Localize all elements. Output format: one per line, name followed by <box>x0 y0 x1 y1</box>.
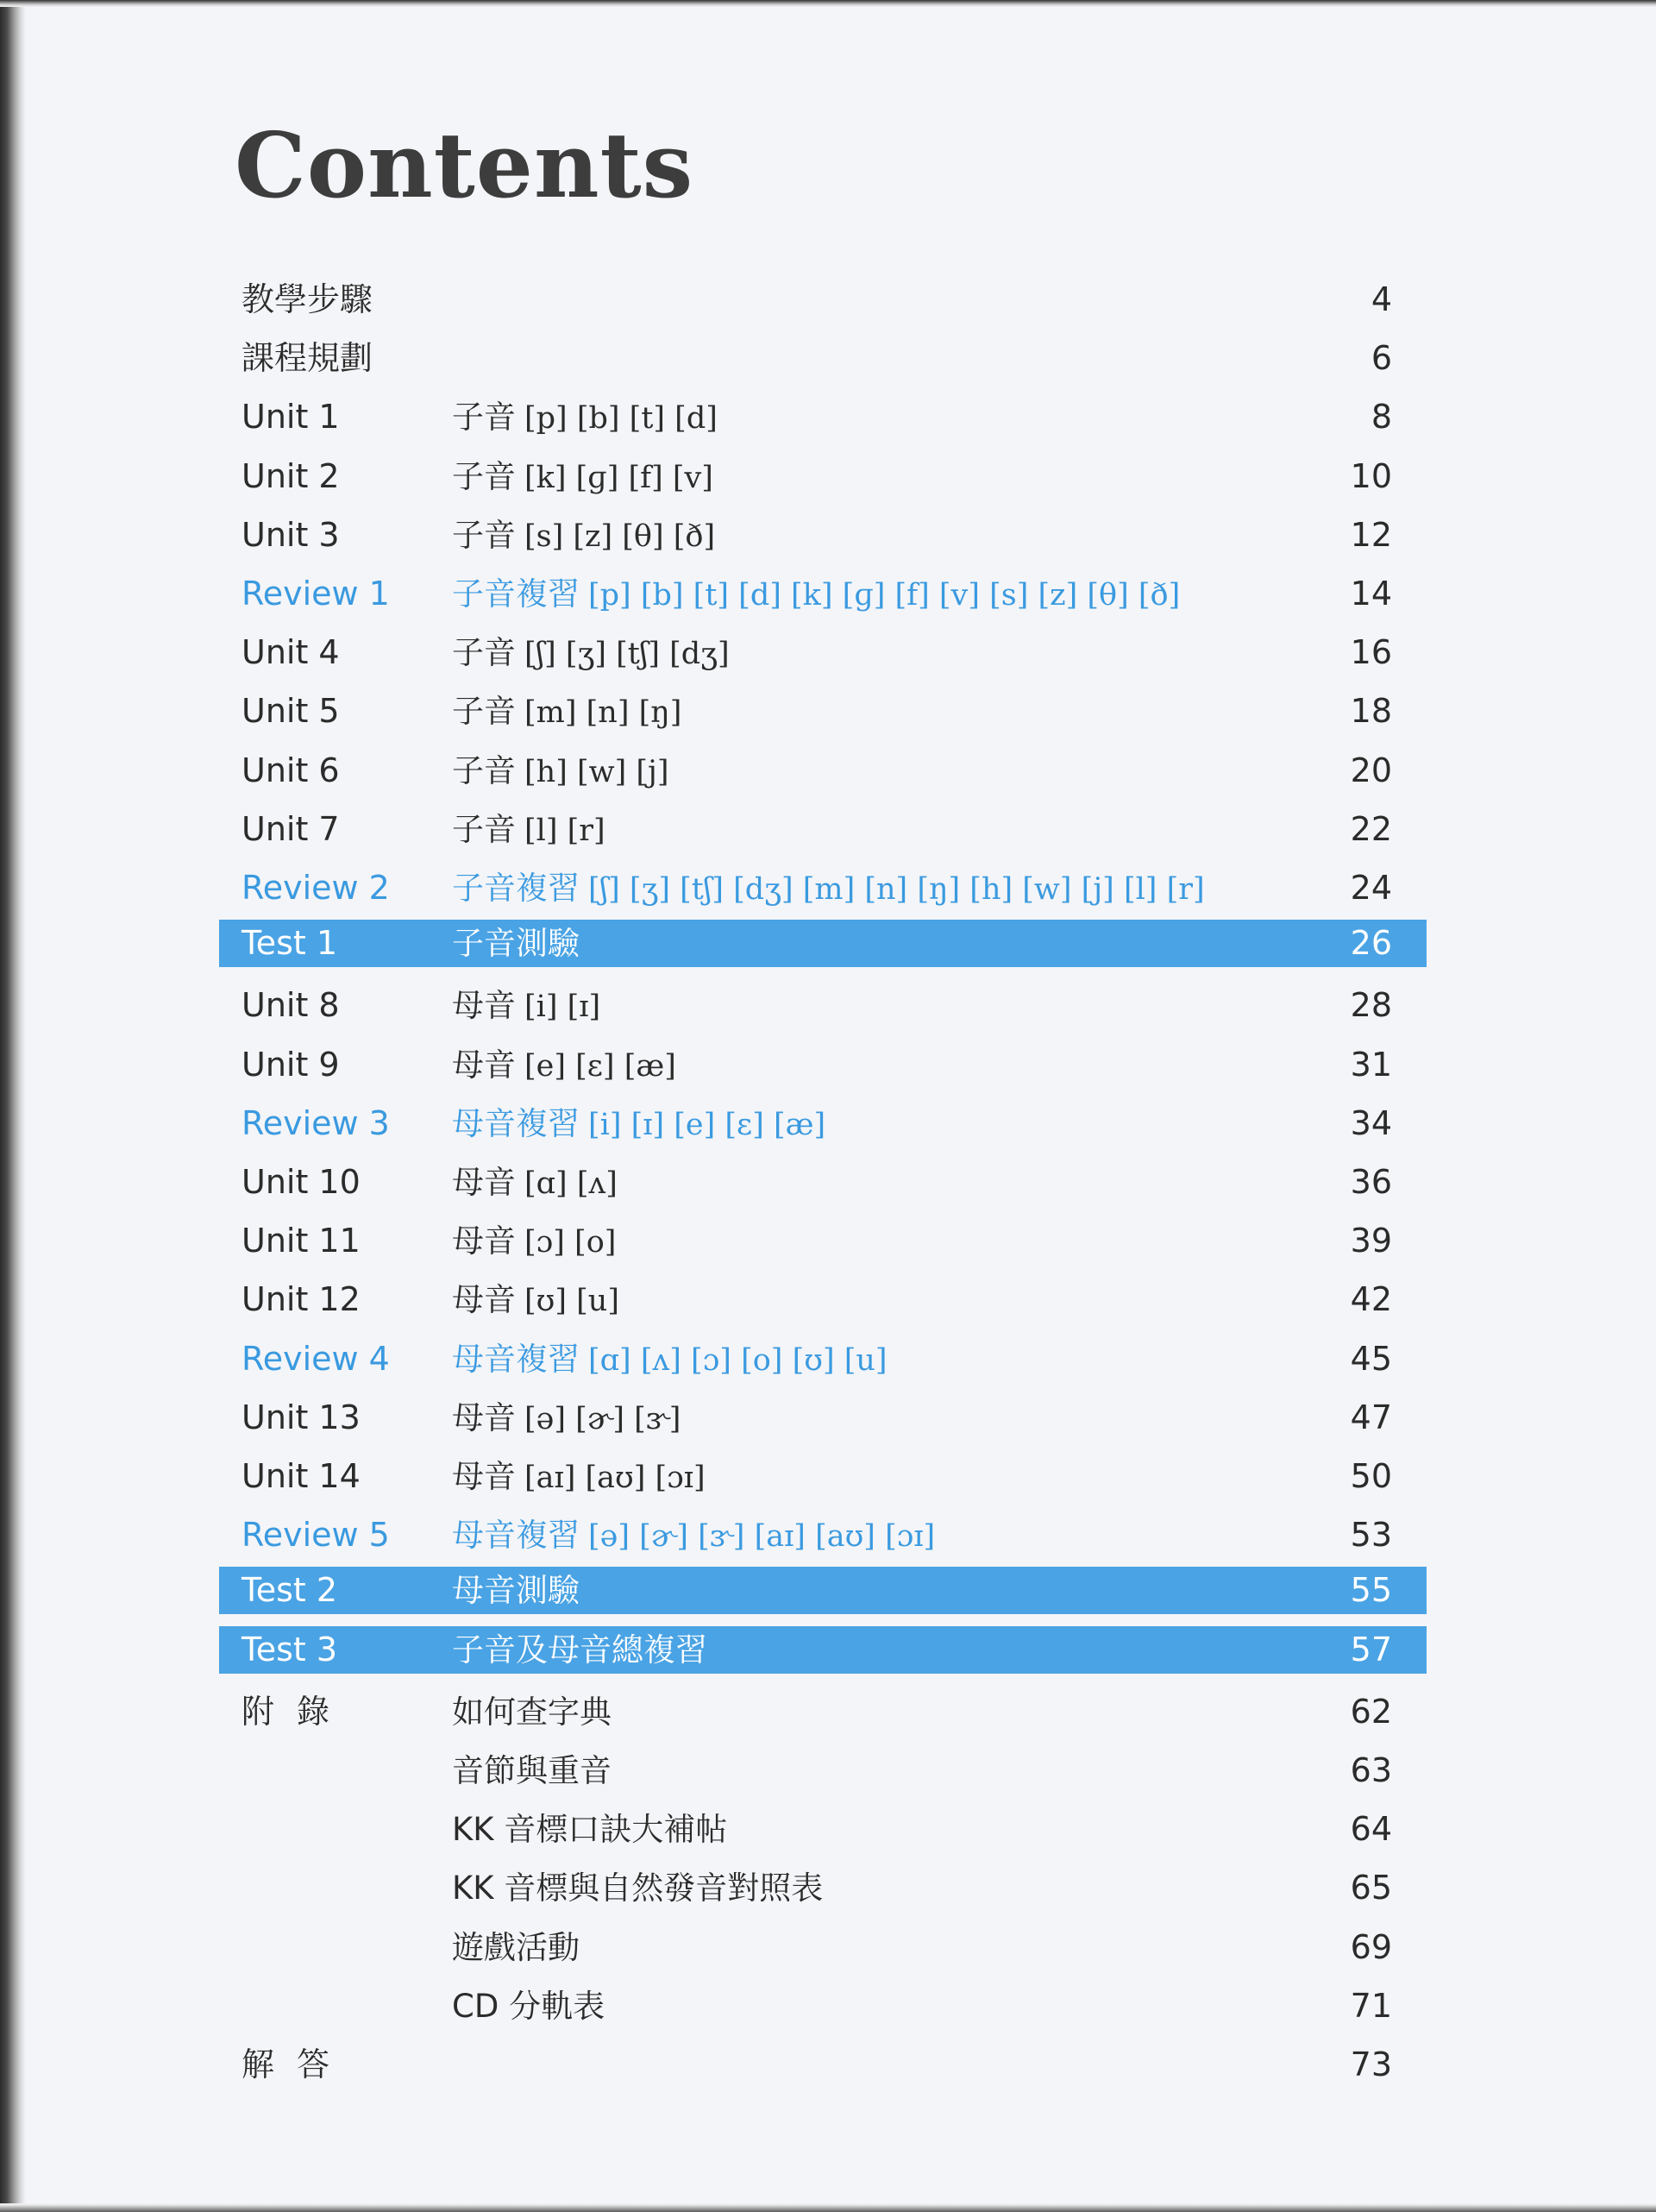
toc-entry-page-number: 63 <box>1350 1751 1392 1789</box>
toc-entry-page-number: 10 <box>1350 456 1392 495</box>
toc-entry-label: 附錄 <box>242 1692 353 1731</box>
toc-entry-page-number: 45 <box>1350 1339 1392 1378</box>
toc-entry-page-number: 64 <box>1350 1810 1392 1849</box>
toc-entry-label: Unit 13 <box>242 1398 361 1436</box>
toc-entry <box>219 1806 1427 1853</box>
toc-entry-page-number: 12 <box>1350 515 1392 554</box>
toc-entry-page-number: 73 <box>1350 2045 1392 2083</box>
toc-entry-topic: 母音 <box>452 1398 516 1436</box>
toc-entry <box>219 570 1427 618</box>
toc-entry-label: Review 5 <box>242 1516 390 1555</box>
toc-entry-label: Unit 5 <box>242 692 340 731</box>
toc-entry <box>219 1453 1427 1500</box>
toc-entry-label: Review 2 <box>242 869 390 907</box>
toc-entry-label: Unit 4 <box>242 633 340 672</box>
toc-entry-page-number: 22 <box>1350 809 1392 848</box>
toc-entry-topic: 母音複習 <box>452 1104 580 1142</box>
toc-entry-description <box>452 629 730 676</box>
toc-entry-phonetic-symbols: [ʊ] [u] <box>524 1284 619 1319</box>
scan-page-top-edge <box>0 0 1656 7</box>
toc-entry <box>219 276 1427 324</box>
toc-entry-page-number: 24 <box>1350 869 1392 907</box>
toc-entry-description <box>452 1453 706 1500</box>
toc-entry <box>219 335 1427 382</box>
toc-entry-topic: 子音複習 <box>452 575 580 613</box>
toc-entry-label: Unit 2 <box>242 456 340 495</box>
toc-entry-description <box>452 920 580 967</box>
toc-entry-topic: 子音 <box>452 516 516 554</box>
toc-entry-topic: 子音 <box>452 634 516 672</box>
toc-entry-page-number: 8 <box>1371 398 1392 437</box>
toc-entry <box>219 982 1427 1029</box>
toc-entry <box>219 1276 1427 1323</box>
toc-entry-page-number: 65 <box>1350 1869 1392 1907</box>
toc-entry <box>219 629 1427 676</box>
toc-entry-label: Review 1 <box>242 575 390 613</box>
toc-entry-phonetic-symbols: [ɔ] [o] <box>524 1225 617 1260</box>
toc-entry-topic: 母音 <box>452 987 516 1025</box>
toc-entry-label: Unit 3 <box>242 515 340 554</box>
toc-entry-label: Unit 6 <box>242 751 340 789</box>
toc-entry-phonetic-symbols: [p] [b] [t] [d] [k] [ɡ] [f] [v] [s] [z] [θ] [ð] <box>588 578 1181 613</box>
toc-entry-label: Test 3 <box>242 1630 338 1668</box>
toc-entry-page-number: 31 <box>1350 1045 1392 1084</box>
toc-entry <box>219 864 1427 912</box>
toc-entry-page-number: 36 <box>1350 1163 1392 1201</box>
toc-entry-description <box>452 1806 727 1853</box>
toc-entry-page-number: 4 <box>1371 280 1392 318</box>
toc-entry-phonetic-symbols: [i] [ɪ] [e] [ɛ] [æ] <box>588 1107 826 1142</box>
toc-entry-topic: 遊戲活動 <box>452 1928 580 1966</box>
toc-entry <box>219 920 1427 967</box>
page-title: Contents <box>235 112 694 218</box>
toc-entry-page-number: 50 <box>1350 1457 1392 1495</box>
toc-entry-topic: 母音測驗 <box>452 1572 580 1610</box>
toc-entry-page-number: 18 <box>1350 692 1392 731</box>
toc-entry-phonetic-symbols: [ə] [ɚ] [ɝ] <box>524 1401 681 1436</box>
toc-entry-description <box>452 1567 580 1614</box>
toc-entry-phonetic-symbols: [l] [r] <box>524 813 605 848</box>
toc-entry-phonetic-symbols: [ɑ] [ʌ] <box>524 1166 618 1201</box>
toc-entry <box>219 1335 1427 1383</box>
toc-entry-label: Test 2 <box>242 1571 338 1610</box>
toc-entry-phonetic-symbols: [ɑ] [ʌ] [ɔ] [o] [ʊ] [u] <box>588 1342 888 1378</box>
toc-entry <box>219 453 1427 500</box>
toc-entry-description <box>452 864 1205 912</box>
toc-entry-page-number: 69 <box>1350 1927 1392 1966</box>
toc-entry-phonetic-symbols: [ə] [ɚ] [ɝ] [aɪ] [aʊ] [ɔɪ] <box>588 1519 936 1555</box>
toc-entry-phonetic-symbols: [h] [w] [j] <box>524 754 669 789</box>
toc-entry-description <box>452 1041 676 1089</box>
toc-entry-page-number: 57 <box>1350 1630 1392 1668</box>
toc-entry <box>219 1983 1427 2030</box>
toc-entry <box>219 2041 1427 2089</box>
toc-entry-description <box>452 453 713 500</box>
toc-entry-label: Unit 14 <box>242 1457 361 1495</box>
toc-entry <box>219 1217 1427 1265</box>
toc-entry <box>219 1511 1427 1559</box>
toc-entry-description <box>452 1864 823 1912</box>
toc-entry-label: Unit 7 <box>242 809 340 848</box>
toc-entry <box>219 1394 1427 1442</box>
toc-entry-topic: 子音及母音總複習 <box>452 1631 707 1668</box>
toc-entry <box>219 393 1427 441</box>
toc-entry-topic: 子音 <box>452 399 516 437</box>
toc-entry <box>219 1041 1427 1089</box>
toc-entry-label: Unit 8 <box>242 986 340 1025</box>
toc-entry-description <box>452 982 600 1029</box>
toc-entry-description <box>452 1983 605 2030</box>
toc-entry-description <box>452 512 715 559</box>
toc-entry <box>219 1626 1427 1674</box>
toc-entry-description <box>452 570 1180 618</box>
toc-entry-page-number: 62 <box>1350 1692 1392 1731</box>
toc-entry <box>219 688 1427 735</box>
toc-entry-page-number: 53 <box>1350 1516 1392 1555</box>
toc-entry-topic: 子音測驗 <box>452 925 580 963</box>
toc-entry <box>219 1924 1427 1971</box>
toc-entry-page-number: 55 <box>1350 1571 1392 1610</box>
toc-entry-page-number: 39 <box>1350 1222 1392 1260</box>
toc-entry-description <box>452 1688 612 1736</box>
toc-entry-topic: 音節與重音 <box>452 1752 612 1789</box>
toc-entry-phonetic-symbols: [m] [n] [ŋ] <box>524 695 682 731</box>
toc-entry <box>219 747 1427 795</box>
toc-entry-label: Unit 10 <box>242 1163 361 1201</box>
toc-entry-page-number: 42 <box>1350 1280 1392 1319</box>
toc-entry-label: 教學步驟 <box>242 280 373 318</box>
toc-entry-page-number: 34 <box>1350 1103 1392 1142</box>
toc-entry-topic: 子音 <box>452 810 516 848</box>
toc-entry-topic: 母音 <box>452 1164 516 1201</box>
toc-entry-page-number: 14 <box>1350 575 1392 613</box>
toc-entry-topic: 子音複習 <box>452 870 580 907</box>
toc-entry-topic: 子音 <box>452 751 516 789</box>
toc-entry <box>219 1567 1427 1614</box>
toc-entry-description <box>452 1159 618 1206</box>
toc-entry-topic: KK 音標與自然發音對照表 <box>452 1870 824 1907</box>
toc-entry-topic: 子音 <box>452 693 516 731</box>
toc-entry-label: Unit 11 <box>242 1222 361 1260</box>
toc-entry-phonetic-symbols: [k] [ɡ] [f] [v] <box>524 460 713 495</box>
toc-entry-topic: 母音 <box>452 1046 516 1084</box>
toc-entry-topic: 子音 <box>452 457 516 495</box>
toc-entry-phonetic-symbols: [ʃ] [ʒ] [tʃ] [dʒ] [m] [n] [ŋ] [h] [w] [j] [l] [r] <box>588 872 1205 907</box>
toc-entry-phonetic-symbols: [aɪ] [aʊ] [ɔɪ] <box>524 1461 706 1495</box>
toc-entry <box>219 1747 1427 1794</box>
toc-entry-description <box>452 806 605 853</box>
toc-entry-label: Review 4 <box>242 1339 390 1378</box>
toc-entry-description <box>452 747 669 795</box>
toc-entry-label: Review 3 <box>242 1103 390 1142</box>
toc-entry-topic: 母音 <box>452 1222 516 1260</box>
toc-entry-page-number: 6 <box>1371 339 1392 378</box>
toc-entry <box>219 1159 1427 1206</box>
toc-entry-description <box>452 393 718 441</box>
toc-entry-description <box>452 1511 935 1559</box>
scan-page-bottom-edge <box>0 2203 1656 2212</box>
toc-entry-label: Unit 12 <box>242 1280 361 1319</box>
toc-entry-page-number: 71 <box>1350 1986 1392 2025</box>
toc-entry-phonetic-symbols: [s] [z] [θ] [ð] <box>524 518 716 554</box>
toc-entry-description <box>452 688 681 735</box>
toc-entry <box>219 1864 1427 1912</box>
toc-entry-description <box>452 1100 825 1147</box>
toc-entry-topic: 母音 <box>452 1281 516 1319</box>
toc-entry-description <box>452 1924 580 1971</box>
toc-entry-description <box>452 1217 616 1265</box>
scan-page-edge <box>0 0 26 2212</box>
toc-entry-page-number: 47 <box>1350 1398 1392 1436</box>
toc-entry-phonetic-symbols: [ʃ] [ʒ] [tʃ] [dʒ] <box>524 637 730 672</box>
toc-entry-topic: 母音複習 <box>452 1340 580 1378</box>
toc-entry-page-number: 26 <box>1350 924 1392 963</box>
toc-entry-page-number: 16 <box>1350 633 1392 672</box>
toc-entry-phonetic-symbols: [e] [ɛ] [æ] <box>524 1048 676 1084</box>
toc-entry <box>219 1688 1427 1736</box>
toc-entry-description <box>452 1276 619 1323</box>
toc-entry-phonetic-symbols: [p] [b] [t] [d] <box>524 401 718 437</box>
toc-entry-description <box>452 1335 888 1383</box>
toc-entry-label: Unit 9 <box>242 1045 340 1084</box>
toc-entry-label: 解答 <box>242 2045 353 2083</box>
toc-entry-topic: CD 分軌表 <box>452 1987 605 2025</box>
toc-entry-phonetic-symbols: [i] [ɪ] <box>524 990 601 1025</box>
toc-entry-description <box>452 1747 612 1794</box>
toc-entry-label: 課程規劃 <box>242 339 373 378</box>
toc-entry <box>219 1100 1427 1147</box>
toc-entry-page-number: 28 <box>1350 986 1392 1025</box>
toc-entry-label: Unit 1 <box>242 398 340 437</box>
toc-entry-topic: 如何查字典 <box>452 1693 612 1731</box>
toc-entry <box>219 512 1427 559</box>
toc-entry-description <box>452 1394 681 1442</box>
toc-entry-page-number: 20 <box>1350 751 1392 789</box>
toc-entry <box>219 806 1427 853</box>
toc-entry-topic: 母音複習 <box>452 1517 580 1555</box>
toc-entry-label: Test 1 <box>242 924 338 963</box>
toc-entry-description <box>452 1626 707 1674</box>
toc-entry-topic: KK 音標口訣大補帖 <box>452 1811 728 1849</box>
toc-entry-topic: 母音 <box>452 1458 516 1495</box>
